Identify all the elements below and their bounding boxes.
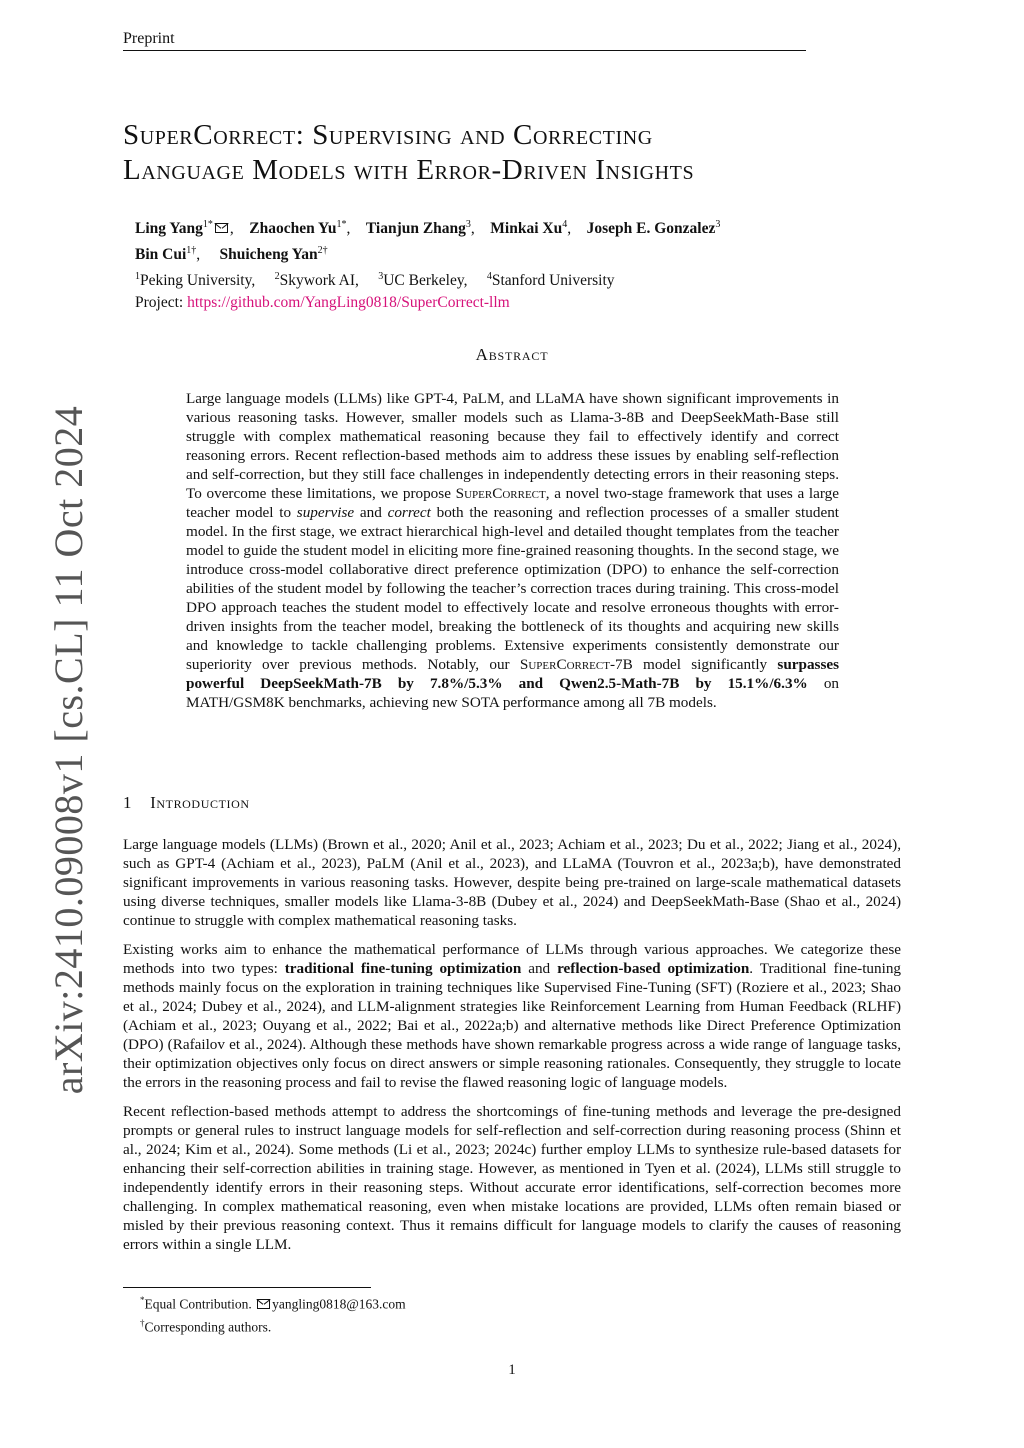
project-line: Project: https://github.com/YangLing0818/SuperCorrect-llm (135, 294, 510, 312)
email[interactable]: yangling0818@163.com (272, 1296, 406, 1312)
paragraph: Existing works aim to enhance the mathematical performance of LLMs through various approaches. We categorize these methods into two types: traditional fine-tuning optimization and reflection-based optimization. Traditional fine-tuning methods mainly focus on the exploration in training techniques like Supervised Fine-Tuning (SFT) (Roziere et al., 2023; Shao et al., 2024; Dubey et al., 2024), and LLM-alignment strategies like Reinforcement Learning from Human Feedback (RLHF) (Achiam et al., 2023; Ouyang et al., 2022; Bai et al., 2022a;b) and alternative methods like Direct Preference Optimization (DPO) (Rafailov et al., 2024). Although these methods have shown remarkable progress across a wide range of language tasks, their optimization objectives only focus on direct answers or simple reasoning rationales. Consequently, they struggle to locate the errors in the reasoning process and fail to revise the flawed reasoning logic of language models. (123, 941, 902, 1091)
envelope-icon (215, 223, 228, 233)
title-line-2: Language Models with Error-Driven Insights (123, 154, 695, 186)
paragraph: Large language models (LLMs) (Brown et al., 2020; Anil et al., 2023; Achiam et al., 2023; Du et al., 2022; Jiang et al., 2024), such as GPT-4 (Achiam et al., 2023), PaLM (Anil et al., 2023), and LLaMA (Touvron et al., 2023a;b), have demonstrated significant improvements in various reasoning tasks. However, despite being pre-trained on large-scale mathematical datasets using diverse techniques, smaller models like Llama-3-8B (Dubey et al., 2024) and DeepSeekMath-Base (Shao et al., 2024) continue to struggle with complex mathematical reasoning tasks. (123, 836, 901, 929)
project-link[interactable]: https://github.com/YangLing0818/SuperCorrect-llm (187, 294, 510, 312)
section-heading: 1 Introduction (123, 793, 250, 812)
author-name: Tianjun Zhang (365, 220, 466, 238)
header-rule (123, 50, 806, 51)
arxiv-identifier: arXiv:2410.09008v1 [cs.CL] 11 Oct 2024 (46, 405, 91, 1095)
footnote-rule (123, 1287, 371, 1288)
paper-title (123, 118, 843, 188)
footnote-2: †Corresponding authors. (140, 1317, 272, 1334)
author-name: Shuicheng Yan (219, 246, 318, 264)
footnote-1: *Equal Contribution. yangling0818@163.com (140, 1295, 406, 1312)
title-line-1: SuperCorrect: Supervising and Correcting (123, 119, 653, 151)
author-name: Bin Cui (135, 246, 187, 264)
affiliations: $^1$Peking University, $^2$Skywork AI, $^3$UC Berkeley, $^4$Stanford University (135, 271, 615, 290)
abstract-body: Large language models (LLMs) like GPT-4, PaLM, and LLaMA have shown significant improvements in various reasoning tasks. However, smaller models such as Llama-3-8B and DeepSeekMath-Base still struggle with complex mathematical reasoning because they fail to effectively identify and correct reasoning errors. Recent reflection-based methods aim to address these issues by enabling self-reflection and self-correction, but they still face challenges in independently detecting errors in their reasoning steps. To overcome these limitations, we propose SuperCorrect, a novel two-stage framework that uses a large teacher model to supervise and correct both the reasoning and reflection processes of a smaller student model. In the first stage, we extract hierarchical high-level and detailed thought templates from the teacher model to guide the student model in eliciting more fine-grained reasoning thoughts. In the second stage, we introduce cross-model collaborative direct preference optimization (DPO) to enhance the self-correction abilities of the student model by following the teacher’s correction traces during training. This cross-model DPO approach teaches the student model to effectively locate and resolve erroneous thoughts with error-driven insights from the teacher model, breaking the bottleneck of its thoughts and acquiring new skills and knowledge to tackle challenging problems. Extensive experiments consistently demonstrate our superiority over previous methods. Notably, our SuperCorrect-7B model significantly surpasses powerful DeepSeekMath-7B by 7.8%/5.3% and Qwen2.5-Math-7B by 15.1%/6.3% on MATH/GSM8K benchmarks, achieving new SOTA performance among all 7B models. (186, 390, 840, 711)
envelope-icon (257, 1299, 270, 1309)
author-name: Minkai Xu (490, 220, 563, 238)
paragraph: Recent reflection-based methods attempt to address the shortcomings of fine-tuning methods and leverage the pre-designed prompts or general rules to instruct language models for self-reflection and self-correction during reasoning process (Shinn et al., 2024; Kim et al., 2024). Some methods (Li et al., 2023; 2024c) further employ LLMs to synthesize rule-based datasets for enhancing their self-correction abilities in training stage. However, as mentioned in Tyen et al. (2024), LLMs still struggle to independently identify errors in their reasoning steps. Without accurate error identifications, self-correction becomes more challenging. In complex mathematical reasoning, even when mistake locations are provided, LLMs often remain biased or misled by their previous reasoning context. Thus it remains difficult for language models to clarify the causes of reasoning errors within a single LLM. (123, 1103, 901, 1253)
introduction-body (123, 835, 901, 1264)
key-result: surpasses powerful DeepSeekMath-7B by 7.8%/5.3% and Qwen2.5-Math-7B by 15.1%/6.3% (186, 656, 840, 692)
author-name: Joseph E. Gonzalez (586, 220, 716, 238)
author-block (135, 214, 835, 314)
method-name: SuperCorrect-7B (519, 656, 633, 673)
author-names-row-2: Bin Cui$^{1\dagger}$, Shuicheng Yan$^{2\dagger}$ (135, 245, 328, 264)
page-number: 1 (508, 1362, 516, 1378)
method-name: SuperCorrect (455, 485, 546, 502)
footnotes (140, 1291, 406, 1336)
abstract-heading: Abstract (475, 345, 549, 364)
author-name: Ling Yang (135, 220, 203, 238)
author-names-row-1: Ling Yang$^{1*}$ , Zhaochen $Yu^{1*}$, Tianjun Zhang$^3$, Minkai Xu$^4$, Joseph E. Gonzalez$^3$ (135, 219, 721, 238)
running-header: Preprint (123, 30, 175, 47)
author-name: Zhaochen Yu (249, 220, 337, 238)
